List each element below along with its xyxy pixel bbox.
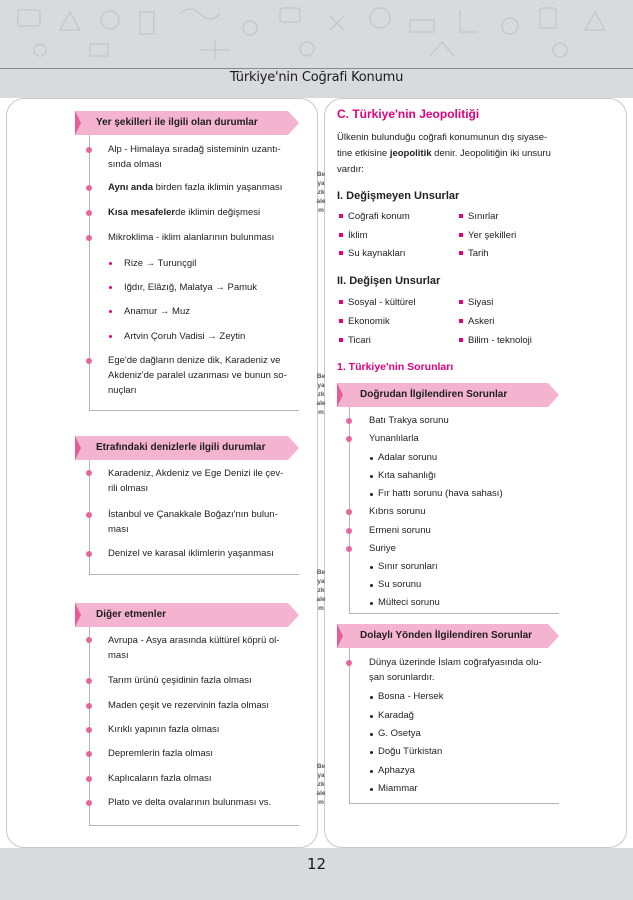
list-item: Kırıklı yapının fazla olması [108, 724, 220, 735]
list-item: Su kaynakları [348, 248, 406, 259]
sub-item: Karadağ [378, 710, 414, 721]
list-item: Ermeni sorunu [369, 525, 431, 536]
list-item: Askeri [468, 316, 495, 327]
sub-item: Miammar [378, 783, 418, 794]
sub-item: Aphazya [378, 765, 415, 776]
list-item: Kısa mesafelerde iklimin değişmesi [108, 207, 261, 218]
list-item: Kıbrıs sorunu [369, 506, 426, 517]
list-item: Ege'de dağların denize dik, Karadeniz ve Akdeniz'de paralel uzanması ve bunun so- nuçları [108, 355, 287, 396]
doodle-pattern [0, 0, 633, 68]
intro-paragraph: Ülkenin bulunduğu coğrafi konumunun dış siyase- tine etkisine jeopolitik denir. Jeopolitiğin iki unsuru vardır: [337, 132, 551, 175]
list-item: Dünya üzerinde İslam coğrafyasında olu- şan sorunlardır. [369, 657, 542, 683]
list-item: Maden çeşit ve rezervinin fazla olması [108, 700, 270, 711]
title-rule [0, 68, 633, 69]
sub-item: Fır hattı sorunu (hava sahası) [378, 488, 503, 499]
list-item: Sosyal - kültürel [348, 297, 416, 308]
sub-item: Bosna - Hersek [378, 691, 444, 702]
indirect-title: Dolaylı Yönden İlgilendiren Sorunlar [360, 630, 533, 641]
list-item: Ekonomik [348, 316, 390, 327]
sub-item: Mülteci sorunu [378, 597, 440, 608]
box3-title: Diğer etmenler [96, 609, 167, 620]
watermark: Beyazkalem [316, 171, 326, 214]
list-item: Bilim - teknoloji [468, 335, 532, 346]
list-item: Depremlerin fazla olması [108, 748, 214, 759]
watermark: Beyazkalem [316, 763, 326, 806]
header-band [0, 0, 633, 98]
list-item: Tarım ürünü çeşidinin fazla olması [108, 675, 252, 686]
sub-item: G. Osetya [378, 728, 421, 739]
example-item: Iğdır, Elâzığ, Malatya → Pamuk [124, 282, 258, 293]
list-item: Plato ve delta ovalarının bulunması vs. [108, 797, 272, 808]
list-item: Alp - Himalaya sıradağ sisteminin uzantı- sında olması [108, 144, 281, 170]
list-item: Tarih [468, 248, 489, 259]
sub-item: Kıta sahanlığı [378, 470, 437, 481]
example-item: Rize → Turunçgil [124, 258, 197, 269]
list-item: Ticari [348, 335, 371, 346]
list-item: Siyasi [468, 297, 494, 308]
sub-item: Doğu Türkistan [378, 746, 443, 757]
list-item: Mikroklima - iklim alanlarının bulunması [108, 232, 275, 243]
box1-title: Yer şekilleri ile ilgili olan durumlar [96, 117, 258, 128]
sub-item: Su sorunu [378, 579, 422, 590]
unchanging-title: I. Değişmeyen Unsurlar [337, 190, 460, 202]
direct-title: Doğrudan İlgilendiren Sorunlar [360, 389, 508, 400]
watermark: Beyazkalem [316, 373, 326, 416]
changing-title: II. Değişen Unsurlar [337, 275, 441, 287]
list-item: Yer şekilleri [468, 230, 517, 241]
list-item: Kaplıcaların fazla olması [108, 773, 212, 784]
list-item: Coğrafi konum [348, 211, 410, 222]
example-item: Anamur → Muz [124, 306, 190, 317]
sub-item: Sınır sorunları [378, 561, 438, 572]
watermark: Beyazkalem [316, 569, 326, 612]
problems-title: 1. Türkiye'nin Sorunları [337, 361, 454, 373]
example-item: Artvin Çoruh Vadisi → Zeytin [124, 331, 246, 342]
list-item: İstanbul ve Çanakkale Boğazı'nın bulun- ması [108, 509, 278, 535]
list-item: Denizel ve karasal iklimlerin yaşanması [108, 548, 274, 559]
list-item: Suriye [369, 543, 396, 554]
list-item: Sınırlar [468, 211, 499, 222]
list-item: İklim [348, 230, 368, 241]
section-title: C. Türkiye'nin Jeopolitiği [337, 107, 480, 121]
list-item: Avrupa - Asya arasında kültürel köprü ol- ması [108, 635, 280, 661]
list-item: Batı Trakya sorunu [369, 415, 449, 426]
page-number: 12 [306, 855, 327, 873]
box2-title: Etrafındaki denizlerle ilgili durumlar [96, 442, 266, 453]
list-item: Aynı anda birden fazla iklimin yaşanması [108, 182, 283, 193]
list-item: Yunanlılarla [369, 433, 419, 444]
sub-item: Adalar sorunu [378, 452, 438, 463]
list-item: Karadeniz, Akdeniz ve Ege Denizi ile çev- rili olması [108, 468, 284, 494]
page-title: Türkiye'nin Coğrafi Konumu [229, 70, 404, 85]
